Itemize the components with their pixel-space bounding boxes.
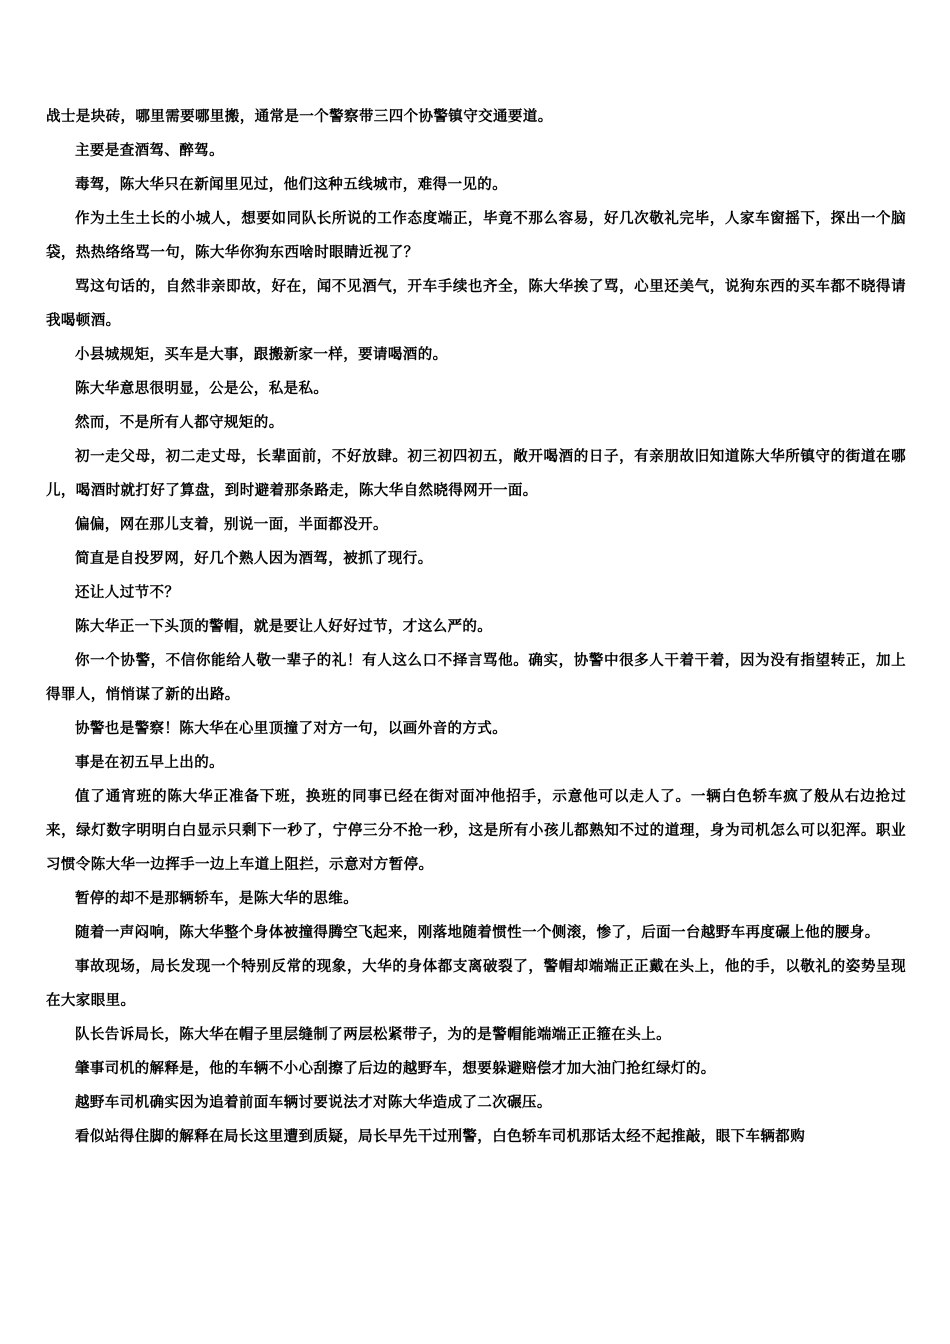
paragraph-22: 肇事司机的解释是，他的车辆不小心刮擦了后边的越野车，想要躲避赔偿才加大油门抢红绿灯的。 [75,1060,716,1077]
paragraph-18: 暂停的却不是那辆轿车，是陈大华的思维。 [75,890,359,907]
document-body [46,100,906,1154]
paragraph-8: 然而，不是所有人都守规矩的。 [75,414,284,431]
paragraph-12: 还让人过节不？ [75,584,180,601]
paragraph-21: 队长告诉局长，陈大华在帽子里层缝制了两层松紧带子，为的是警帽能端端正正箍在头上。 [75,1026,671,1043]
paragraph-23: 越野车司机确实因为追着前面车辆讨要说法才对陈大华造成了二次碾压。 [75,1094,552,1111]
paragraph-10: 偏偏，网在那儿支着，别说一面，半面都没开。 [75,516,388,533]
paragraph-20: 事故现场，局长发现一个特别反常的现象，大华的身体都支离破裂了，警帽却端端正正戴在头上，他的手，以敬礼的姿势呈现在大家眼里。 [46,958,906,1009]
paragraph-16: 事是在初五早上出的。 [75,754,224,771]
paragraph-4: 作为土生土长的小城人，想要如同队长所说的工作态度端正，毕竟不那么容易，好几次敬礼完毕，人家车窗摇下，探出一个脑袋，热热络络骂一句，陈大华你狗东西啥时眼睛近视了？ [46,210,906,261]
paragraph-19: 随着一声闷响，陈大华整个身体被撞得腾空飞起来，刚落地随着惯性一个侧滚，惨了，后面一台越野车再度碾上他的腰身。 [75,924,880,941]
paragraph-7: 陈大华意思很明显，公是公，私是私。 [75,380,329,397]
paragraph-9: 初一走父母，初二走丈母，长辈面前，不好放肆。初三初四初五，敞开喝酒的日子，有亲朋故旧知道陈大华所镇守的街道在哪儿，喝酒时就打好了算盘，到时避着那条路走，陈大华自然晓得网开一面。 [46,448,906,499]
paragraph-3: 毒驾，陈大华只在新闻里见过，他们这种五线城市，难得一见的。 [75,176,508,193]
paragraph-14: 你一个协警，不信你能给人敬一辈子的礼！有人这么口不择言骂他。确实，协警中很多人干着干着，因为没有指望转正，加上得罪人，悄悄谋了新的出路。 [46,652,906,703]
paragraph-6: 小县城规矩，买车是大事，跟搬新家一样，要请喝酒的。 [75,346,448,363]
paragraph-2: 主要是查酒驾、醉驾。 [75,142,224,159]
paragraph-5: 骂这句话的，自然非亲即故，好在，闻不见酒气，开车手续也齐全，陈大华挨了骂，心里还美气，说狗东西的买车都不晓得请我喝顿酒。 [46,278,906,329]
paragraph-24: 看似站得住脚的解释在局长这里遭到质疑，局长早先干过刑警，白色轿车司机那话太经不起推敲，眼下车辆都购 [75,1128,806,1145]
paragraph-17: 值了通宵班的陈大华正准备下班，换班的同事已经在街对面冲他招手，示意他可以走人了。一辆白色轿车疯了般从右边抢过来，绿灯数字明明白白显示只剩下一秒了，宁停三分不抢一秒，这是所有小孩儿都熟知不过的道理，身为司机怎么可以犯浑。职业习惯令陈大华一边挥手一边上车道上阻拦，示意对方暂停。 [46,788,906,873]
paragraph-11: 简直是自投罗网，好几个熟人因为酒驾，被抓了现行。 [75,550,433,567]
paragraph-15: 协警也是警察！陈大华在心里顶撞了对方一句，以画外音的方式。 [75,720,508,737]
paragraph-1: 战士是块砖，哪里需要哪里搬，通常是一个警察带三四个协警镇守交通要道。 [46,108,553,125]
paragraph-13: 陈大华正一下头顶的警帽，就是要让人好好过节，才这么严的。 [75,618,493,635]
